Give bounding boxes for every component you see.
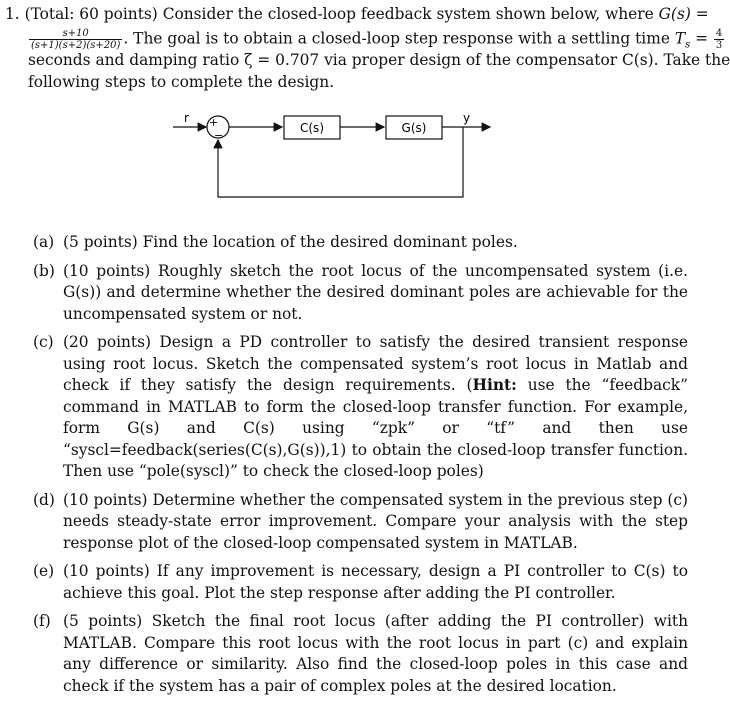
plant-denominator: (s+1)(s+2)(s+20) (31, 40, 121, 51)
settling-time-fraction (714, 28, 724, 51)
plant-numerator: s+10 (29, 28, 122, 40)
part-label: (b) (33, 261, 55, 280)
plus-sign: + (209, 116, 219, 129)
part-c-text-a: (20 points) Design a PD controller to satisfy the desired transient response using root locus. Sketch the compensated system’s root locus in Matlab and check if they satisfy the design requirements. ( (63, 333, 688, 394)
input-label: r (184, 111, 189, 125)
settling-time-subscript: s (685, 39, 691, 51)
part-text: (10 points) Roughly sketch the root locus of the uncompensated system (i.e. G(s)) and determine whether the desired dominant poles are achievable for the uncompensated system or not. (63, 261, 688, 323)
minus-sign: − (214, 129, 224, 142)
plant-label: G(s) (401, 121, 427, 135)
problem-parts (33, 232, 688, 704)
part-label: (f) (33, 612, 51, 630)
part-e (33, 561, 688, 604)
part-f (33, 611, 688, 697)
block-diagram (0, 0, 713, 230)
plant-eq: G(s) = (658, 5, 709, 23)
part-text: (10 points) If any improvement is necessary, design a PI controller to C(s) to achieve this goal. Plot the step response after adding the PI controller. (63, 562, 688, 602)
damping-text: seconds and damping ratio ζ = 0.707 via proper design of the compensator C(s). Take the (28, 51, 730, 69)
settling-time-den: 3 (715, 40, 723, 51)
part-label: (d) (33, 490, 55, 509)
settling-time-num: 4 (715, 28, 723, 39)
part-text (63, 332, 688, 483)
part-b (33, 261, 688, 326)
part-label: (c) (33, 333, 54, 351)
part-text: (10 points) Determine whether the compensated system in the previous step (c) needs steady-state error improvement. Compare your analysis with the step response plot of the closed-loop compensated system in MATLAB. (63, 490, 688, 552)
controller-label: C(s) (300, 121, 324, 135)
problem-number: 1. (5, 5, 20, 23)
part-c (33, 332, 688, 483)
settling-time-symbol: T (674, 29, 686, 48)
output-label: y (463, 111, 471, 125)
part-text: (5 points) Sketch the final root locus (after adding the PI controller) with MATLAB. Compare this root locus with the root locus in part (c) and explain any difference or similarity. Also find the closed-loop poles in this case and check if the system has a pair of complex poles at the desired location. (63, 612, 688, 695)
steps-text: following steps to complete the design. (28, 73, 335, 91)
part-text: (5 points) Find the location of the desired dominant poles. (63, 233, 518, 251)
goal-text: . The goal is to obtain a closed-loop step response with a settling time (123, 29, 675, 48)
part-d (33, 490, 688, 555)
part-label: (a) (33, 233, 55, 251)
part-c-text-b: use the “feedback” command in MATLAB to form the closed-loop transfer function. For example, form G(s) and C(s) using “zpk” or “tf” and then use “syscl=feedback(series(C(s),G(s)),1) to obtain the closed-loop transfer function. Then use “pole(syscl)” to check the closed-loop poles) (63, 376, 688, 480)
settling-time-equals: = (690, 29, 713, 48)
part-a (33, 232, 688, 254)
part-label: (e) (33, 562, 55, 580)
hint-label: Hint: (472, 376, 517, 394)
problem-intro: (Total: 60 points) Consider the closed-loop feedback system shown below, where (24, 5, 659, 23)
